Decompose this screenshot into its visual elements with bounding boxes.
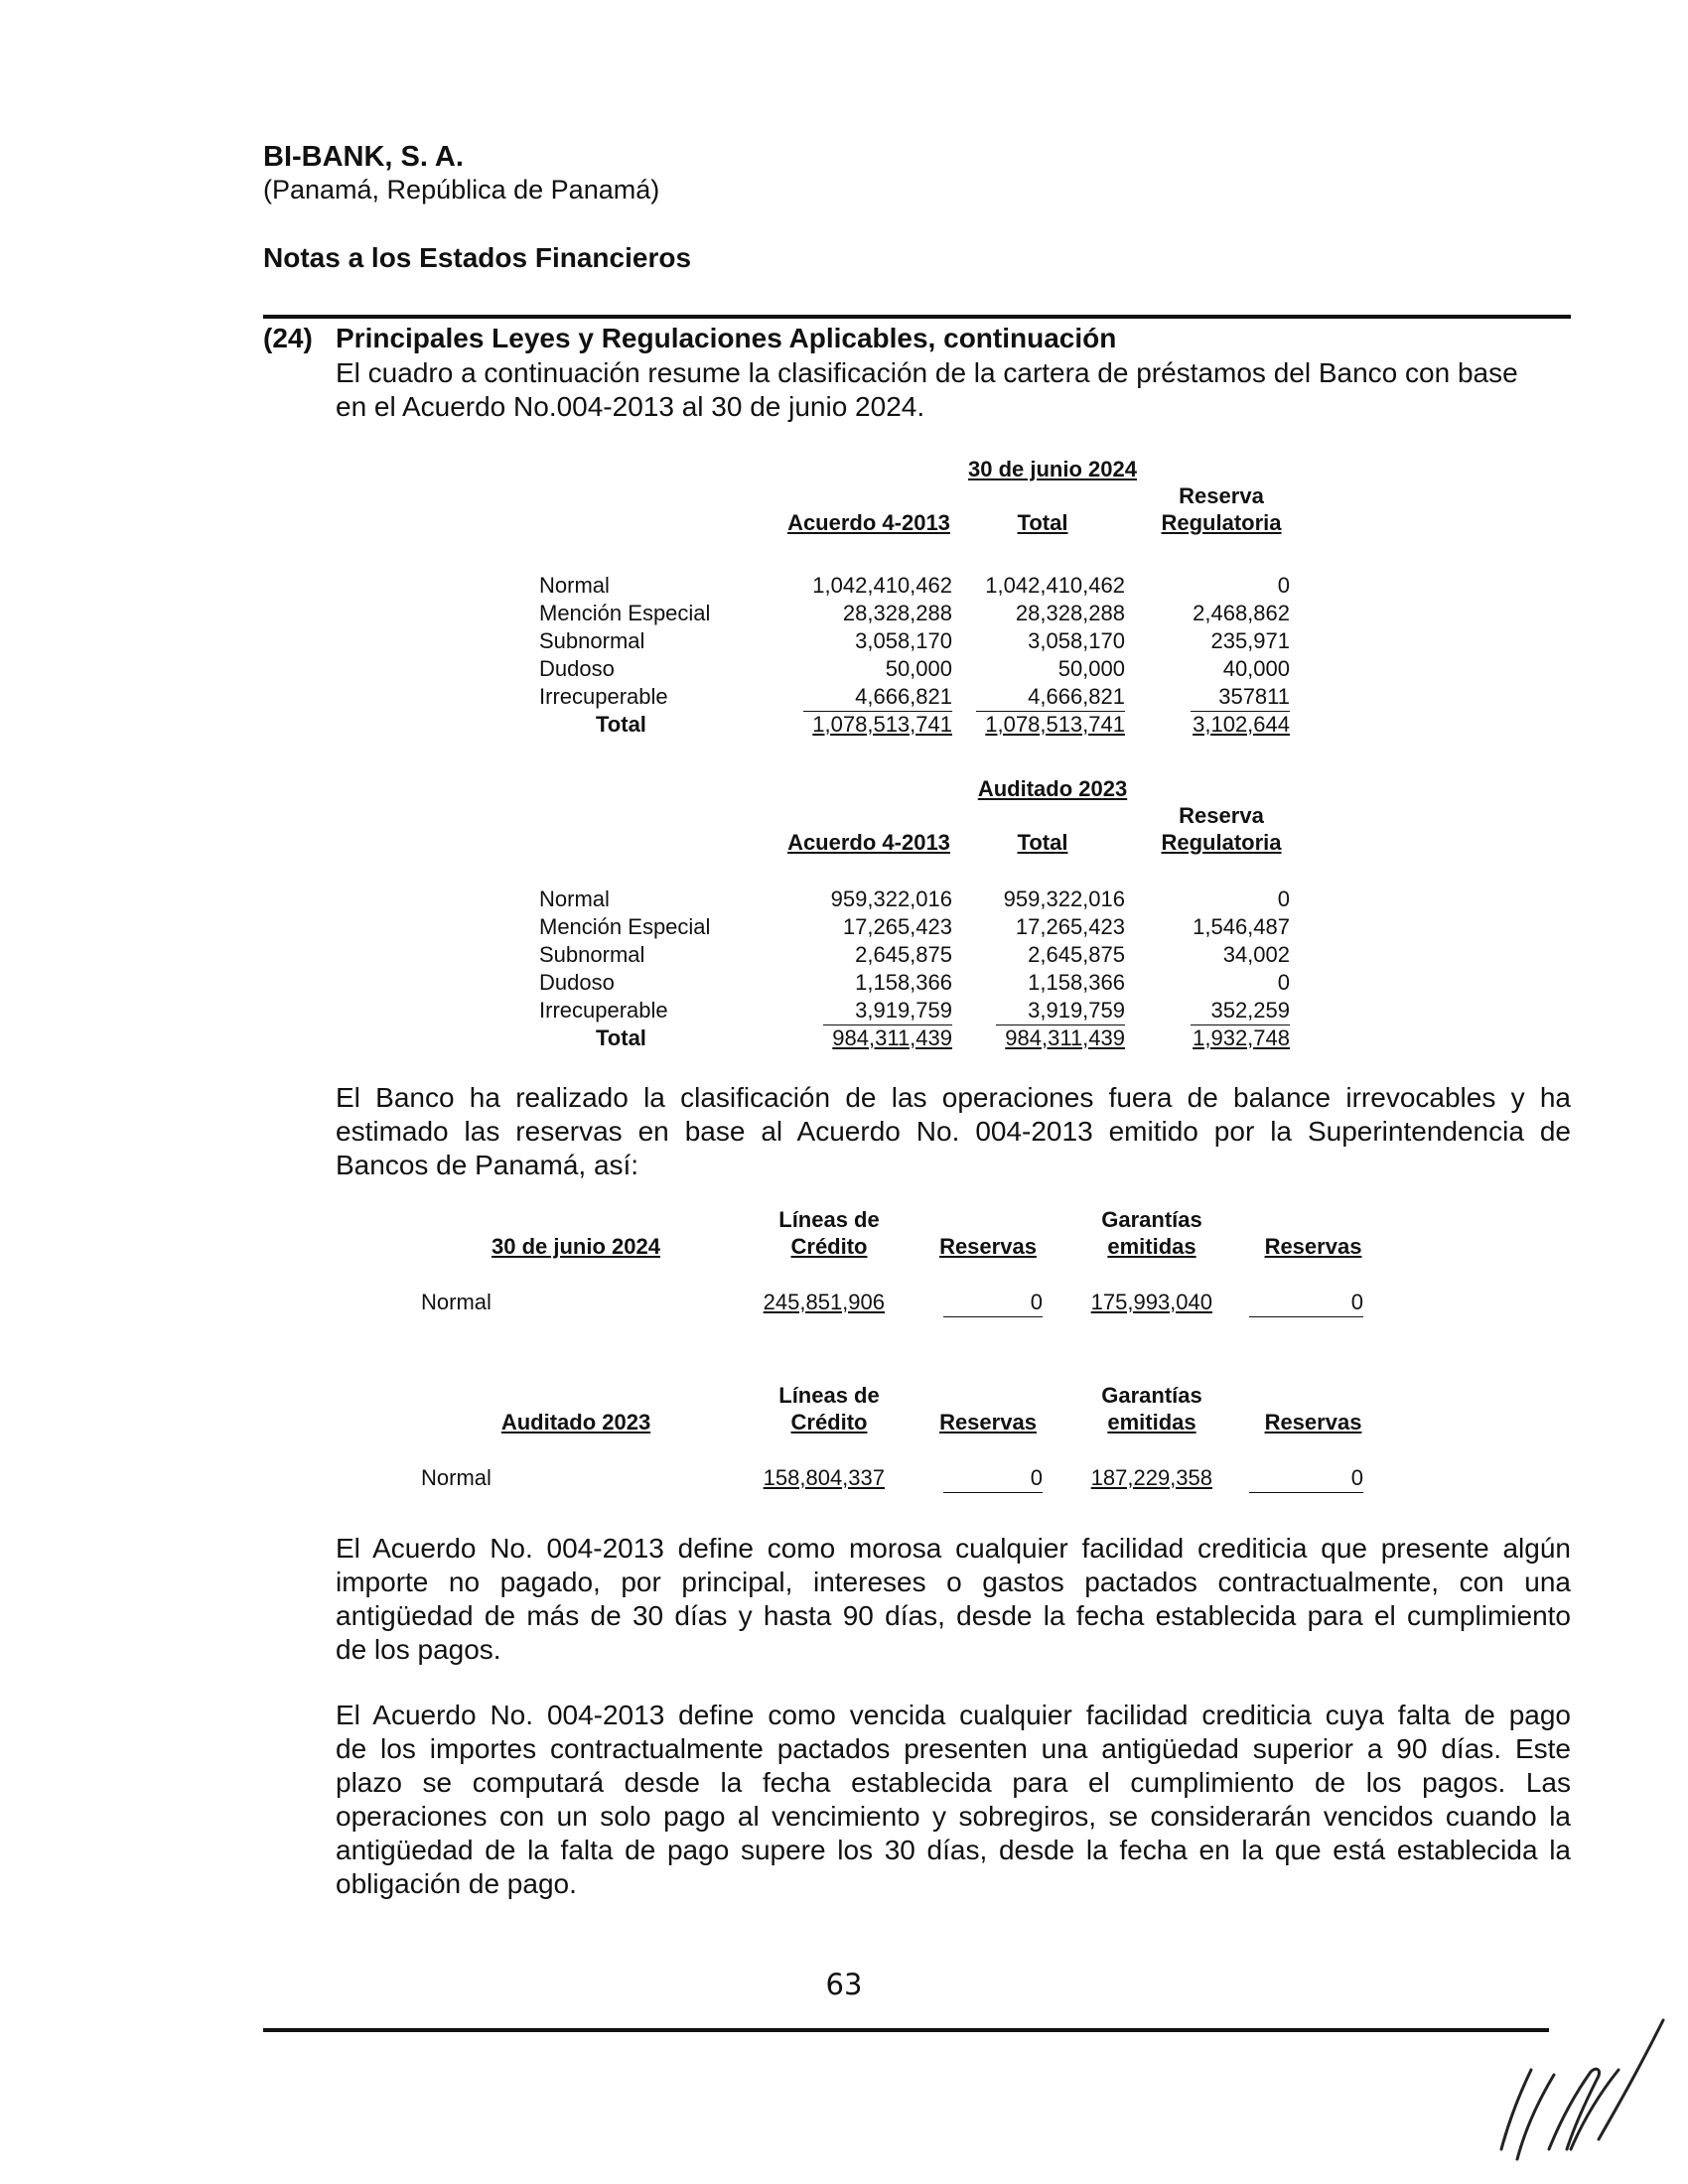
total-reserva: 3,102,644 — [1193, 712, 1290, 737]
cell-garantias: 187,229,358 — [1090, 1465, 1212, 1490]
section-title: Principales Leyes y Regulaciones Aplicables, continuación — [336, 323, 1117, 353]
cell-reservas-2: 0 — [1249, 1465, 1363, 1493]
cell-total: 959,322,016 — [1003, 887, 1125, 911]
table-period-header: Auditado 2023 — [977, 776, 1128, 801]
row-label: Irrecuperable — [539, 998, 668, 1023]
cell-acuerdo: 3,058,170 — [855, 628, 952, 653]
cell-acuerdo: 1,042,410,462 — [812, 573, 952, 598]
cell-reserva: 352,259 — [1191, 998, 1290, 1025]
row-label: Mención Especial — [539, 601, 711, 625]
col-header-total: Total — [1017, 830, 1068, 855]
cell-reserva: 357811 — [1191, 684, 1290, 712]
cell-acuerdo: 50,000 — [885, 656, 952, 681]
col-header-credito: Crédito — [790, 1234, 868, 1259]
cell-reservas: 0 — [943, 1465, 1043, 1493]
cell-reserva: 40,000 — [1222, 656, 1290, 681]
cell-total: 4,666,821 — [976, 684, 1125, 712]
col-header-credito: Crédito — [790, 1410, 868, 1434]
header-divider — [263, 315, 1571, 319]
paragraph-line: importe no pagado, por principal, intereses o gastos pactados contractualmente, con una — [336, 1567, 1571, 1597]
total-reserva: 1,932,748 — [1193, 1025, 1290, 1050]
total-total: 1,078,513,741 — [985, 712, 1125, 737]
total-row-label: Total — [596, 712, 646, 737]
paragraph-line: antigüedad de la falta de pago supere los 30 días, desde la fecha en la que está establecida la — [336, 1835, 1571, 1865]
col-header-reservas: Reservas — [939, 1234, 1037, 1259]
paragraph-line: estimado las reservas en base al Acuerdo No. 004-2013 emitido por la Superintendencia de — [336, 1116, 1571, 1147]
cell-total: 1,042,410,462 — [985, 573, 1125, 598]
col-header-garantias: Garantías — [1101, 1383, 1202, 1408]
col-header-lineas: Líneas de — [778, 1207, 880, 1232]
row-label: Dudoso — [539, 656, 615, 681]
total-acuerdo: 1,078,513,741 — [812, 712, 952, 737]
total-total: 984,311,439 — [1005, 1025, 1125, 1050]
cell-total: 3,058,170 — [1028, 628, 1125, 653]
total-acuerdo: 984,311,439 — [832, 1025, 952, 1050]
paragraph-line: antigüedad de más de 30 días y hasta 90 días, desde la fecha establecida para el cumplimiento — [336, 1600, 1571, 1631]
paragraph-line: El Acuerdo No. 004-2013 define como morosa cualquier facilidad crediticia que presente algún — [336, 1533, 1571, 1564]
cell-reservas-2: 0 — [1249, 1290, 1363, 1317]
row-label: Irrecuperable — [539, 684, 668, 709]
cell-reservas: 0 — [943, 1290, 1043, 1317]
cell-total: 50,000 — [1057, 656, 1125, 681]
row-label: Normal — [421, 1465, 492, 1490]
col-header-garantias: Garantías — [1101, 1207, 1202, 1232]
cell-reserva: 2,468,862 — [1193, 601, 1290, 625]
footer-divider — [263, 2028, 1549, 2032]
col-header-acuerdo: Acuerdo 4-2013 — [787, 510, 950, 535]
paragraph-line: El cuadro a continuación resume la clasificación de la cartera de préstamos del Banco con base — [336, 357, 1518, 388]
col-header-reservas: Reservas — [939, 1410, 1037, 1434]
company-country: (Panamá, República de Panamá) — [263, 175, 660, 205]
paragraph-line: plazo se computará desde la fecha establecida para el cumplimiento de los pagos. Las — [336, 1767, 1571, 1798]
row-label: Subnormal — [539, 628, 645, 653]
cell-acuerdo: 28,328,288 — [842, 601, 952, 625]
table-period-header: 30 de junio 2024 — [492, 1234, 660, 1259]
row-label: Normal — [421, 1290, 492, 1314]
cell-reserva: 0 — [1277, 970, 1290, 995]
document-title: Notas a los Estados Financieros — [263, 242, 692, 273]
cell-reserva: 1,546,487 — [1193, 914, 1290, 939]
col-header-regulatoria: Regulatoria — [1161, 830, 1282, 855]
table-period-header: 30 de junio 2024 — [968, 457, 1137, 481]
cell-reserva: 235,971 — [1210, 628, 1290, 653]
cell-total: 3,919,759 — [996, 998, 1125, 1025]
intro-paragraph — [336, 356, 1571, 424]
row-label: Mención Especial — [539, 914, 711, 939]
page-number: 63 — [825, 1968, 863, 2001]
total-row-label: Total — [596, 1025, 646, 1050]
cell-total: 17,265,423 — [1015, 914, 1125, 939]
cell-reserva: 0 — [1277, 887, 1290, 911]
cell-acuerdo: 1,158,366 — [855, 970, 952, 995]
col-header-lineas: Líneas de — [778, 1383, 880, 1408]
paragraph-line: obligación de pago. — [336, 1868, 577, 1899]
cell-acuerdo: 3,919,759 — [823, 998, 952, 1025]
cell-acuerdo: 2,645,875 — [855, 942, 952, 967]
col-header-emitidas: emitidas — [1107, 1234, 1196, 1259]
signature-mark — [1479, 2000, 1668, 2169]
col-header-emitidas: emitidas — [1107, 1410, 1196, 1434]
cell-garantias: 175,993,040 — [1090, 1290, 1212, 1314]
col-header-reservas-2: Reservas — [1264, 1410, 1362, 1434]
company-name: BI-BANK, S. A. — [263, 141, 464, 173]
cell-acuerdo: 17,265,423 — [842, 914, 952, 939]
col-header-acuerdo: Acuerdo 4-2013 — [787, 830, 950, 855]
table-period-header: Auditado 2023 — [500, 1410, 651, 1434]
vencida-paragraph — [336, 1699, 1571, 1901]
col-header-regulatoria: Regulatoria — [1161, 510, 1282, 535]
col-header-reserva: Reserva — [1179, 483, 1264, 508]
col-header-reserva: Reserva — [1179, 803, 1264, 828]
cell-lineas: 158,804,337 — [763, 1465, 885, 1490]
paragraph-line: de los pagos. — [336, 1634, 501, 1665]
cell-acuerdo: 959,322,016 — [830, 887, 952, 911]
section-number: (24) — [263, 323, 313, 353]
row-label: Subnormal — [539, 942, 645, 967]
paragraph-line: en el Acuerdo No.004-2013 al 30 de junio 2024. — [336, 391, 925, 422]
paragraph-line: de los importes contractualmente pactados presenten una antigüedad superior a 90 días. Este — [336, 1733, 1571, 1764]
cell-lineas: 245,851,906 — [763, 1290, 885, 1314]
cell-reserva: 0 — [1277, 573, 1290, 598]
row-label: Normal — [539, 887, 610, 911]
cell-acuerdo: 4,666,821 — [803, 684, 952, 712]
col-header-reservas-2: Reservas — [1264, 1234, 1362, 1259]
paragraph-line: El Acuerdo No. 004-2013 define como vencida cualquier facilidad crediticia cuya falta de pago — [336, 1700, 1571, 1730]
cell-total: 1,158,366 — [1028, 970, 1125, 995]
paragraph-line: El Banco ha realizado la clasificación de las operaciones fuera de balance irrevocables y ha — [336, 1082, 1571, 1113]
morosa-paragraph — [336, 1532, 1571, 1667]
row-label: Dudoso — [539, 970, 615, 995]
paragraph-line: Bancos de Panamá, así: — [336, 1150, 639, 1180]
offbalance-paragraph — [336, 1081, 1571, 1182]
col-header-total: Total — [1017, 510, 1068, 535]
cell-reserva: 34,002 — [1222, 942, 1290, 967]
cell-total: 28,328,288 — [1015, 601, 1125, 625]
paragraph-line: operaciones con un solo pago al vencimiento y sobregiros, se considerarán vencidos cuando la — [336, 1801, 1571, 1832]
row-label: Normal — [539, 573, 610, 598]
cell-total: 2,645,875 — [1028, 942, 1125, 967]
